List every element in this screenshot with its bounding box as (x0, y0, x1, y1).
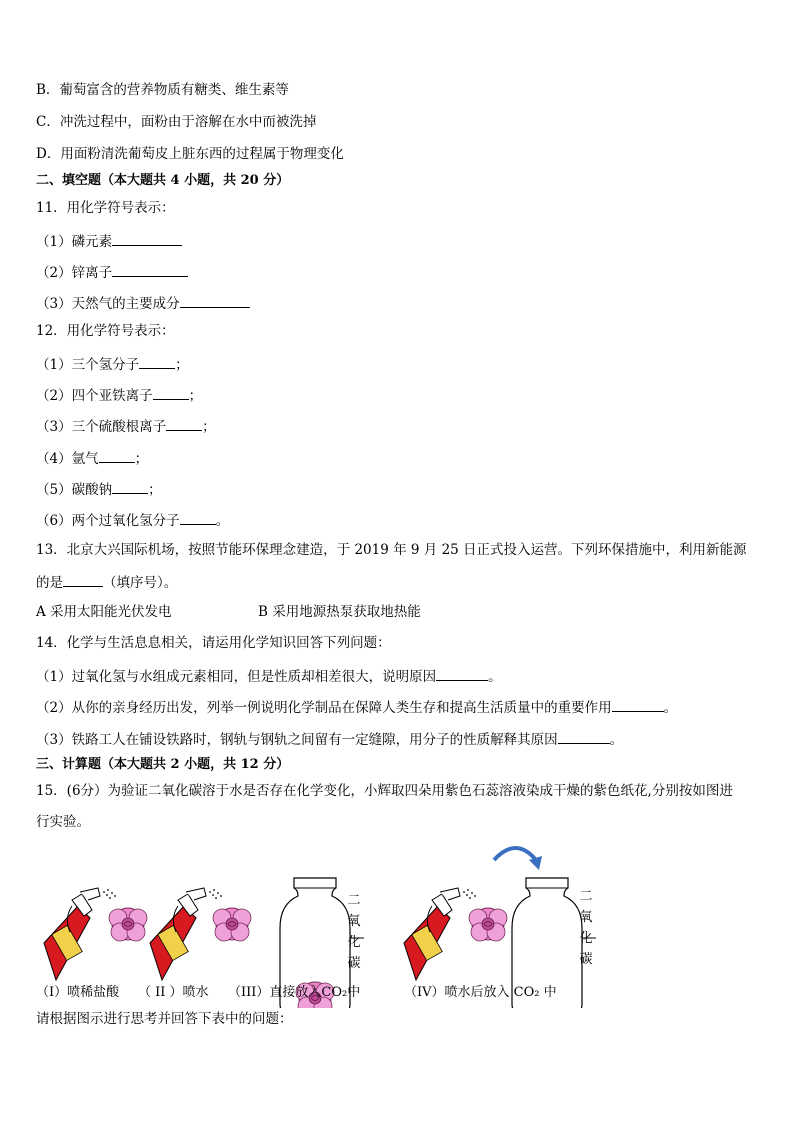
flower-icon (469, 908, 507, 941)
q13-stem-line1: 13．北京大兴国际机场，按照节能环保理念建造，于 2019 年 9 月 25 日正式投入运营。下列环保措施中，利用新能源 (36, 542, 747, 558)
curved-arrow-icon (494, 848, 536, 860)
answer-blank[interactable] (139, 354, 175, 369)
caption-3: （III）直接放入CO₂中 (228, 985, 361, 1000)
q12-stem: 12．用化学符号表示： (36, 323, 175, 339)
answer-blank[interactable] (99, 448, 135, 463)
q11-item-3: （3）天然气的主要成分 (36, 293, 250, 313)
q14-item-2: （2）从你的亲身经历出发，列举一例说明化学制品在保障人类生存和提高生活质量中的重要作用 。 (36, 697, 677, 717)
q11-item-2: （2）锌离子 (36, 262, 188, 282)
answer-blank[interactable] (63, 572, 103, 587)
q13-option-a: A 采用太阳能光伏发电 (36, 604, 172, 620)
flower-icon (213, 908, 251, 941)
answer-blank[interactable] (180, 510, 216, 525)
answer-blank[interactable] (166, 416, 202, 431)
experiment-figure (36, 838, 756, 1008)
q12-item-4: （4）氩气 ； (36, 448, 148, 468)
answer-blank[interactable] (112, 231, 182, 246)
q15-stem-line1: 15．(6分）为验证二氧化碳溶于水是否存在化学变化，小辉取四朵用紫色石蕊溶液染成干燥的紫色纸花,分别按如图进 (36, 783, 733, 799)
q12-item-6: （6）两个过氧化氢分子 。 (36, 510, 229, 530)
q12-item-5: （5）碳酸钠 ； (36, 479, 162, 499)
q11-stem: 11．用化学符号表示： (36, 200, 175, 216)
section-3-heading: 三、计算题（本大题共 2 小题，共 12 分） (36, 757, 290, 772)
q14-item-3: （3）铁路工人在铺设铁路时，钢轨与钢轨之间留有一定缝隙，用分子的性质解释其原因 。 (36, 729, 623, 749)
co2-vertical-label: 二 氧 化 碳 (579, 889, 593, 967)
spray-bottle-icon (404, 888, 476, 980)
q15-stem-line2: 行实验。 (36, 814, 90, 830)
caption-2: （ II ）喷水 (138, 985, 209, 1000)
q12-item-3: （3）三个硫酸根离子 ； (36, 416, 216, 436)
table-instruction: 请根据图示进行思考并回答下表中的问题： (36, 1011, 293, 1027)
answer-blank[interactable] (112, 479, 148, 494)
spray-bottle-icon (44, 888, 116, 980)
spray-bottle-icon (150, 888, 222, 980)
caption-1: （I）喷稀盐酸 (36, 985, 120, 1000)
q13-option-b: B 采用地源热泵获取地热能 (258, 604, 421, 620)
section-2-heading: 二、填空题（本大题共 4 小题，共 20 分） (36, 173, 290, 188)
answer-blank[interactable] (180, 293, 250, 308)
q12-item-1: （1）三个氢分子 ； (36, 354, 189, 374)
flower-icon (109, 908, 147, 941)
q13-stem-line2: 的是 （填序号）。 (36, 572, 177, 592)
answer-blank[interactable] (153, 385, 189, 400)
answer-blank[interactable] (112, 262, 188, 277)
q14-item-1: （1）过氧化氢与水组成元素相同，但是性质却相差很大，说明原因 。 (36, 666, 502, 686)
option-d: D．用面粉清洗葡萄皮上脏东西的过程属于物理变化 (36, 146, 344, 162)
option-b: B．葡萄富含的营养物质有糖类、维生素等 (36, 82, 289, 98)
answer-blank[interactable] (612, 697, 664, 712)
answer-blank[interactable] (558, 729, 610, 744)
q12-item-2: （2）四个亚铁离子 ； (36, 385, 202, 405)
q11-item-1: （1）磷元素 (36, 231, 182, 251)
answer-blank[interactable] (436, 666, 488, 681)
co2-vertical-label: 二 氧 化 碳 (347, 893, 361, 971)
option-c: C．冲洗过程中，面粉由于溶解在水中而被洗掉 (36, 114, 317, 130)
caption-4: （IV）喷水后放入 CO₂ 中 (404, 985, 557, 1000)
q14-stem: 14．化学与生活息息相关，请运用化学知识回答下列问题： (36, 635, 391, 651)
